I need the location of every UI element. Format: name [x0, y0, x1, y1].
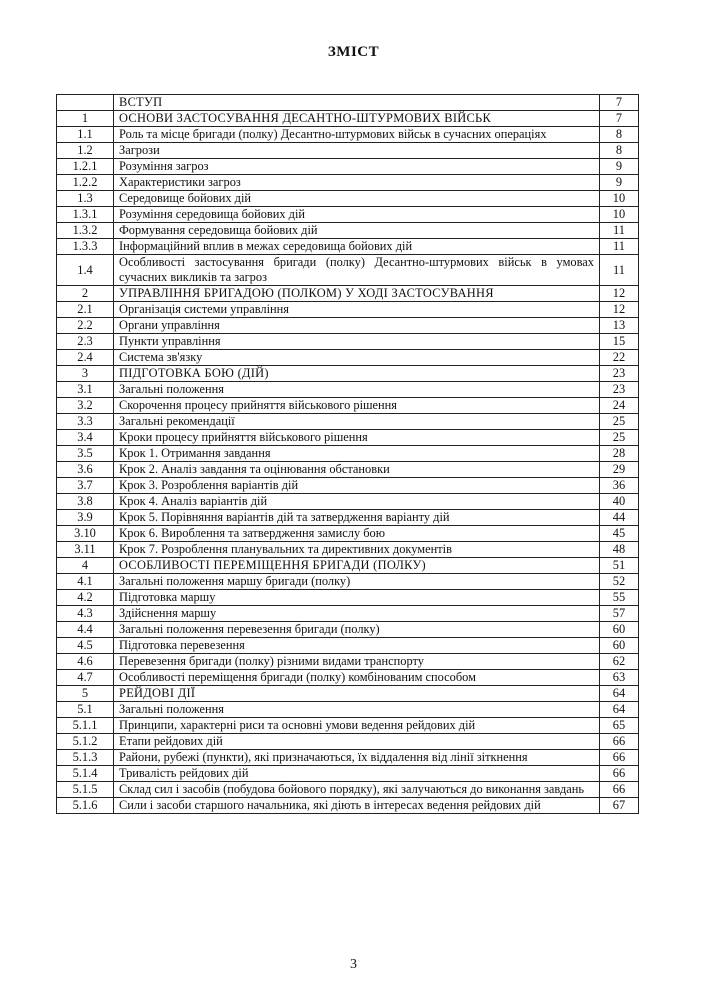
toc-item-title: Крок 3. Розроблення варіантів дій [114, 478, 600, 494]
toc-item-page: 64 [600, 686, 639, 702]
toc-item-title: Перевезення бригади (полку) різними видами транспорту [114, 654, 600, 670]
toc-item-number: 4.3 [57, 606, 114, 622]
toc-item-number: 1.3.3 [57, 239, 114, 255]
toc-row [57, 382, 639, 398]
toc-item-page: 8 [600, 127, 639, 143]
toc-item-page: 66 [600, 782, 639, 798]
toc-row [57, 414, 639, 430]
toc-row [57, 239, 639, 255]
toc-item-page: 9 [600, 175, 639, 191]
toc-item-title: ПІДГОТОВКА БОЮ (ДІЙ) [114, 366, 600, 382]
toc-row [57, 782, 639, 798]
toc-item-number: 2.3 [57, 334, 114, 350]
toc-row [57, 766, 639, 782]
toc-row [57, 255, 639, 286]
toc-row [57, 111, 639, 127]
toc-item-number [57, 95, 114, 111]
toc-item-title: Інформаційний вплив в межах середовища бойових дій [114, 239, 600, 255]
toc-row [57, 143, 639, 159]
toc-item-title: Крок 1. Отримання завдання [114, 446, 600, 462]
toc-item-number: 3.9 [57, 510, 114, 526]
toc-item-page: 9 [600, 159, 639, 175]
toc-item-title: Система зв'язку [114, 350, 600, 366]
toc-row [57, 223, 639, 239]
toc-item-page: 63 [600, 670, 639, 686]
toc-item-number: 2.2 [57, 318, 114, 334]
toc-item-page: 40 [600, 494, 639, 510]
toc-item-title: Крок 5. Порівняння варіантів дій та затвердження варіанту дій [114, 510, 600, 526]
toc-item-page: 25 [600, 430, 639, 446]
toc-item-page: 12 [600, 286, 639, 302]
toc-item-title: Особливості переміщення бригади (полку) комбінованим способом [114, 670, 600, 686]
toc-row [57, 510, 639, 526]
toc-item-number: 3.2 [57, 398, 114, 414]
toc-item-page: 25 [600, 414, 639, 430]
toc-item-number: 2.1 [57, 302, 114, 318]
toc-row [57, 558, 639, 574]
toc-item-page: 57 [600, 606, 639, 622]
toc-item-number: 3 [57, 366, 114, 382]
toc-row [57, 175, 639, 191]
toc-row [57, 686, 639, 702]
toc-item-page: 64 [600, 702, 639, 718]
toc-item-number: 1.4 [57, 255, 114, 286]
toc-item-page: 29 [600, 462, 639, 478]
toc-item-number: 4.6 [57, 654, 114, 670]
toc-row [57, 159, 639, 175]
toc-item-title: РЕЙДОВІ ДІЇ [114, 686, 600, 702]
toc-row [57, 638, 639, 654]
toc-row [57, 191, 639, 207]
toc-item-page: 11 [600, 239, 639, 255]
toc-item-page: 11 [600, 223, 639, 239]
toc-item-title: Органи управління [114, 318, 600, 334]
toc-item-title: Розуміння середовища бойових дій [114, 207, 600, 223]
toc-item-number: 3.5 [57, 446, 114, 462]
toc-item-title: Розуміння загроз [114, 159, 600, 175]
toc-item-title: ВСТУП [114, 95, 600, 111]
toc-row [57, 366, 639, 382]
toc-row [57, 127, 639, 143]
toc-item-page: 36 [600, 478, 639, 494]
toc-item-title: Крок 6. Вироблення та затвердження замислу бою [114, 526, 600, 542]
toc-row [57, 734, 639, 750]
toc-item-title: Загрози [114, 143, 600, 159]
toc-item-number: 5.1.4 [57, 766, 114, 782]
toc-item-page: 52 [600, 574, 639, 590]
toc-item-number: 1.2.2 [57, 175, 114, 191]
toc-item-page: 23 [600, 366, 639, 382]
toc-row [57, 798, 639, 814]
toc-item-number: 3.10 [57, 526, 114, 542]
toc-item-number: 1.3 [57, 191, 114, 207]
toc-row [57, 606, 639, 622]
toc-item-number: 3.6 [57, 462, 114, 478]
toc-item-number: 5.1.1 [57, 718, 114, 734]
toc-item-number: 4.7 [57, 670, 114, 686]
toc-item-page: 8 [600, 143, 639, 159]
toc-item-number: 1.3.1 [57, 207, 114, 223]
toc-item-title: Здійснення маршу [114, 606, 600, 622]
toc-item-title: Кроки процесу прийняття військового рішення [114, 430, 600, 446]
toc-item-number: 2.4 [57, 350, 114, 366]
toc-item-title: Особливості застосування бригади (полку) Десантно-штурмових військ в умовах сучасних викликів та загроз [114, 255, 600, 286]
toc-item-number: 4.5 [57, 638, 114, 654]
toc-row [57, 350, 639, 366]
toc-item-title: УПРАВЛІННЯ БРИГАДОЮ (ПОЛКОМ) У ХОДІ ЗАСТОСУВАННЯ [114, 286, 600, 302]
toc-row [57, 494, 639, 510]
toc-row [57, 574, 639, 590]
toc-item-title: Організація системи управління [114, 302, 600, 318]
toc-item-number: 5.1.3 [57, 750, 114, 766]
toc-item-number: 2 [57, 286, 114, 302]
toc-row [57, 286, 639, 302]
toc-row [57, 302, 639, 318]
toc-item-title: ОСОБЛИВОСТІ ПЕРЕМІЩЕННЯ БРИГАДИ (ПОЛКУ) [114, 558, 600, 574]
toc-row [57, 334, 639, 350]
toc-item-title: Загальні рекомендації [114, 414, 600, 430]
toc-item-number: 5.1.6 [57, 798, 114, 814]
toc-item-page: 48 [600, 542, 639, 558]
toc-item-number: 3.3 [57, 414, 114, 430]
toc-item-page: 66 [600, 750, 639, 766]
toc-item-title: Формування середовища бойових дій [114, 223, 600, 239]
toc-item-page: 28 [600, 446, 639, 462]
toc-item-number: 1.1 [57, 127, 114, 143]
toc-item-page: 55 [600, 590, 639, 606]
toc-item-number: 3.8 [57, 494, 114, 510]
toc-item-page: 7 [600, 111, 639, 127]
toc-item-title: Роль та місце бригади (полку) Десантно-штурмових військ в сучасних операціях [114, 127, 600, 143]
toc-item-page: 44 [600, 510, 639, 526]
toc-row [57, 207, 639, 223]
toc-item-title: Принципи, характерні риси та основні умови ведення рейдових дій [114, 718, 600, 734]
toc-item-title: Склад сил і засобів (побудова бойового порядку), які залучаються до виконання завдань [114, 782, 600, 798]
toc-item-page: 12 [600, 302, 639, 318]
toc-item-number: 5.1.5 [57, 782, 114, 798]
toc-body [57, 95, 639, 814]
toc-item-title: Підготовка маршу [114, 590, 600, 606]
toc-item-number: 4.2 [57, 590, 114, 606]
page-number: 3 [350, 957, 357, 972]
toc-row [57, 542, 639, 558]
toc-item-title: Підготовка перевезення [114, 638, 600, 654]
toc-item-page: 10 [600, 207, 639, 223]
toc-item-page: 22 [600, 350, 639, 366]
toc-row [57, 526, 639, 542]
toc-item-title: Загальні положення перевезення бригади (полку) [114, 622, 600, 638]
toc-item-page: 13 [600, 318, 639, 334]
toc-item-page: 67 [600, 798, 639, 814]
toc-item-page: 7 [600, 95, 639, 111]
toc-item-page: 62 [600, 654, 639, 670]
toc-item-title: Загальні положення [114, 382, 600, 398]
toc-item-page: 23 [600, 382, 639, 398]
toc-item-number: 1.2 [57, 143, 114, 159]
toc-item-title: Крок 4. Аналіз варіантів дій [114, 494, 600, 510]
toc-row [57, 318, 639, 334]
toc-item-title: Крок 7. Розроблення планувальних та директивних документів [114, 542, 600, 558]
toc-item-page: 60 [600, 638, 639, 654]
toc-item-title: Райони, рубежі (пункти), які призначаються, їх віддалення від лінії зіткнення [114, 750, 600, 766]
toc-item-title: Тривалість рейдових дій [114, 766, 600, 782]
toc-row [57, 430, 639, 446]
toc-item-number: 4 [57, 558, 114, 574]
toc-item-title: Характеристики загроз [114, 175, 600, 191]
toc-item-number: 5.1 [57, 702, 114, 718]
toc-row [57, 95, 639, 111]
toc-item-number: 3.11 [57, 542, 114, 558]
toc-item-title: Загальні положення маршу бригади (полку) [114, 574, 600, 590]
toc-row [57, 462, 639, 478]
toc-row [57, 702, 639, 718]
toc-item-number: 1.3.2 [57, 223, 114, 239]
toc-item-title: Скорочення процесу прийняття військового рішення [114, 398, 600, 414]
toc-row [57, 478, 639, 494]
toc-item-page: 66 [600, 766, 639, 782]
toc-item-title: Етапи рейдових дій [114, 734, 600, 750]
toc-item-title: Середовище бойових дій [114, 191, 600, 207]
toc-item-number: 4.1 [57, 574, 114, 590]
page-title: ЗМІСТ [327, 44, 380, 60]
toc-item-title: ОСНОВИ ЗАСТОСУВАННЯ ДЕСАНТНО-ШТУРМОВИХ ВІЙСЬК [114, 111, 600, 127]
toc-item-page: 24 [600, 398, 639, 414]
toc-item-page: 60 [600, 622, 639, 638]
toc-row [57, 446, 639, 462]
toc-row [57, 750, 639, 766]
toc-row [57, 590, 639, 606]
toc-item-number: 1 [57, 111, 114, 127]
toc-item-number: 3.4 [57, 430, 114, 446]
toc-item-page: 10 [600, 191, 639, 207]
toc-item-page: 66 [600, 734, 639, 750]
toc-row [57, 622, 639, 638]
toc-item-page: 15 [600, 334, 639, 350]
toc-item-number: 5.1.2 [57, 734, 114, 750]
toc-row [57, 398, 639, 414]
toc-item-page: 45 [600, 526, 639, 542]
table-of-contents [56, 94, 639, 814]
toc-item-title: Загальні положення [114, 702, 600, 718]
toc-item-page: 51 [600, 558, 639, 574]
toc-item-number: 1.2.1 [57, 159, 114, 175]
toc-row [57, 654, 639, 670]
toc-item-title: Сили і засоби старшого начальника, які діють в інтересах ведення рейдових дій [114, 798, 600, 814]
toc-item-number: 3.1 [57, 382, 114, 398]
toc-item-title: Пункти управління [114, 334, 600, 350]
toc-item-number: 5 [57, 686, 114, 702]
toc-row [57, 670, 639, 686]
toc-item-page: 65 [600, 718, 639, 734]
toc-item-number: 3.7 [57, 478, 114, 494]
toc-item-page: 11 [600, 255, 639, 286]
toc-row [57, 718, 639, 734]
toc-item-title: Крок 2. Аналіз завдання та оцінювання обстановки [114, 462, 600, 478]
toc-item-number: 4.4 [57, 622, 114, 638]
